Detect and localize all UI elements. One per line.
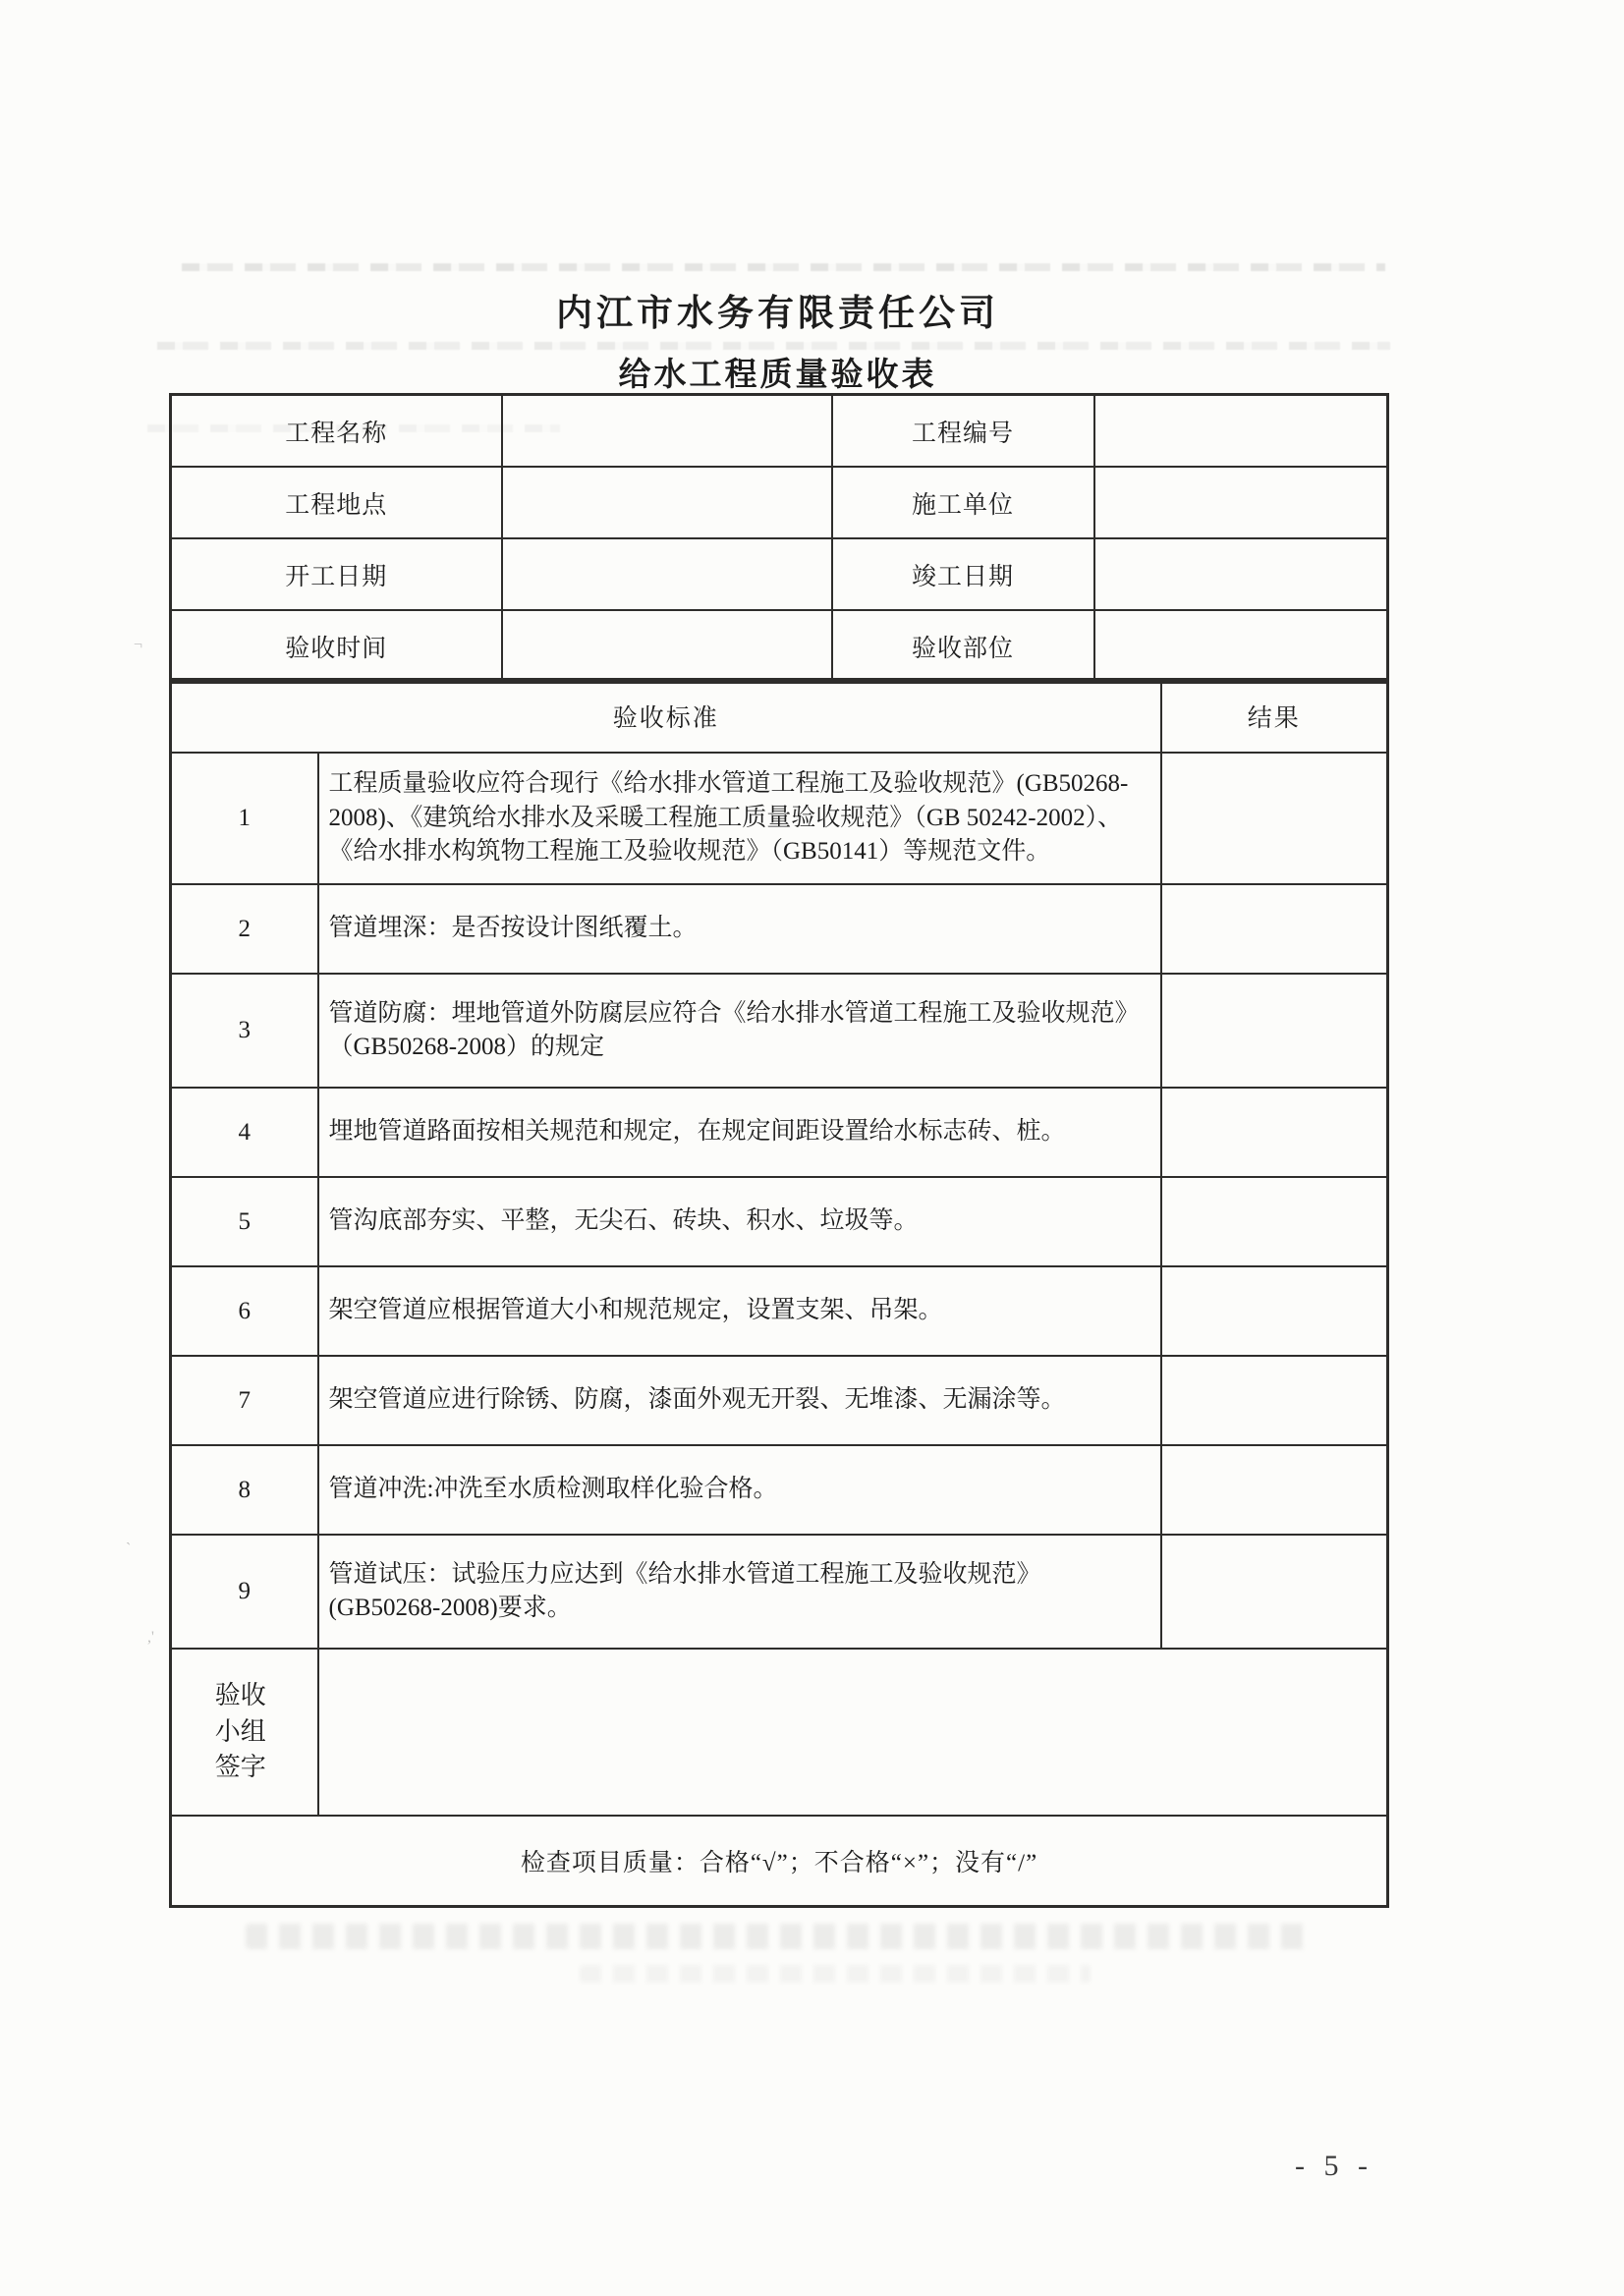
standard-row (171, 1088, 1388, 1177)
signature-label-cell (171, 1649, 318, 1816)
standard-row (171, 1356, 1388, 1445)
standard-result-cell (1161, 753, 1388, 884)
standard-number-cell: 2 (171, 884, 318, 974)
standard-row (171, 974, 1388, 1088)
standard-row (171, 884, 1388, 974)
standard-row (171, 1177, 1388, 1266)
standard-text-cell: 工程质量验收应符合现行《给水排水管道工程施工及验收规范》(GB50268-2008)、《建筑给水排水及采暖工程施工质量验收规范》（GB 50242-2002）、《给水排水构筑物工程施工及验收规范》（GB50141）等规范文件。 (318, 753, 1161, 884)
info-label-project-number: 工程编号 (832, 395, 1094, 468)
company-title: 内江市水务有限责任公司 (556, 294, 999, 334)
standard-number-cell: 1 (171, 753, 318, 884)
info-label-construction-unit: 施工单位 (832, 467, 1094, 538)
info-value-start-date (502, 538, 832, 610)
standards-header-row (171, 680, 1388, 754)
standard-number-cell: 3 (171, 974, 318, 1088)
standard-result-cell (1161, 974, 1388, 1088)
info-value-acceptance-time (502, 610, 832, 683)
page-number: - 5 - (1295, 2150, 1370, 2182)
standard-number-cell: 9 (171, 1535, 318, 1649)
standard-text-cell: 架空管道应进行除锈、防腐，漆面外观无开裂、无堆漆、无漏涂等。 (318, 1356, 1161, 1445)
ghost-bleed-text (246, 1924, 1307, 1949)
standard-result-cell (1161, 884, 1388, 974)
scan-artifact-mark: ,' (147, 1629, 154, 1646)
info-label-completion-date: 竣工日期 (832, 538, 1094, 610)
standard-number-cell: 6 (171, 1266, 318, 1356)
standard-result-cell (1161, 1088, 1388, 1177)
info-row (171, 538, 1388, 610)
info-label-acceptance-time: 验收时间 (171, 610, 502, 683)
info-row (171, 395, 1388, 468)
form-title: 给水工程质量验收表 (618, 358, 937, 393)
signature-label: 验收小组签字 (214, 1681, 266, 1782)
standard-text-cell: 埋地管道路面按相关规范和规定，在规定间距设置给水标志砖、桩。 (318, 1088, 1161, 1177)
standard-row (171, 1266, 1388, 1356)
note-row (171, 1816, 1388, 1907)
standard-result-cell (1161, 1266, 1388, 1356)
standard-number-cell: 7 (171, 1356, 318, 1445)
acceptance-standards-table (169, 678, 1389, 1908)
signature-area-cell (318, 1649, 1388, 1816)
standard-result-cell (1161, 1177, 1388, 1266)
info-value-project-name (502, 395, 832, 468)
standard-text-cell: 管道冲洗:冲洗至水质检测取样化验合格。 (318, 1445, 1161, 1535)
info-row (171, 610, 1388, 683)
scan-streak (182, 263, 1385, 271)
standard-number-cell: 8 (171, 1445, 318, 1535)
standard-text-cell: 管道防腐：埋地管道外防腐层应符合《给水排水管道工程施工及验收规范》（GB50268-2008）的规定 (318, 974, 1161, 1088)
standard-result-cell (1161, 1535, 1388, 1649)
note-cell: 检查项目质量：合格“√”；不合格“×”；没有“/” (171, 1816, 1388, 1907)
info-value-project-number (1094, 395, 1388, 468)
info-label-start-date: 开工日期 (171, 538, 502, 610)
standard-result-cell (1161, 1445, 1388, 1535)
project-info-table (169, 393, 1389, 684)
standard-result-cell (1161, 1356, 1388, 1445)
standard-text-cell: 管道试压：试验压力应达到《给水排水管道工程施工及验收规范》(GB50268-2008)要求。 (318, 1535, 1161, 1649)
info-value-acceptance-part (1094, 610, 1388, 683)
info-value-completion-date (1094, 538, 1388, 610)
standard-row (171, 1445, 1388, 1535)
standard-text-cell: 架空管道应根据管道大小和规范规定，设置支架、吊架。 (318, 1266, 1161, 1356)
info-label-project-name: 工程名称 (171, 395, 502, 468)
scan-artifact-mark: ` (126, 1540, 132, 1557)
scan-artifact-mark: ¬ (134, 637, 143, 653)
standard-row (171, 753, 1388, 884)
ghost-bleed-text (580, 1965, 1091, 1983)
signature-row (171, 1649, 1388, 1816)
result-header-cell: 结果 (1161, 680, 1388, 754)
info-label-project-location: 工程地点 (171, 467, 502, 538)
info-row (171, 467, 1388, 538)
info-value-project-location (502, 467, 832, 538)
standard-row (171, 1535, 1388, 1649)
standard-number-cell: 4 (171, 1088, 318, 1177)
standard-text-cell: 管沟底部夯实、平整，无尖石、砖块、积水、垃圾等。 (318, 1177, 1161, 1266)
info-value-construction-unit (1094, 467, 1388, 538)
criteria-header-cell: 验收标准 (171, 680, 1161, 754)
info-label-acceptance-part: 验收部位 (832, 610, 1094, 683)
standard-number-cell: 5 (171, 1177, 318, 1266)
standard-text-cell: 管道埋深：是否按设计图纸覆土。 (318, 884, 1161, 974)
